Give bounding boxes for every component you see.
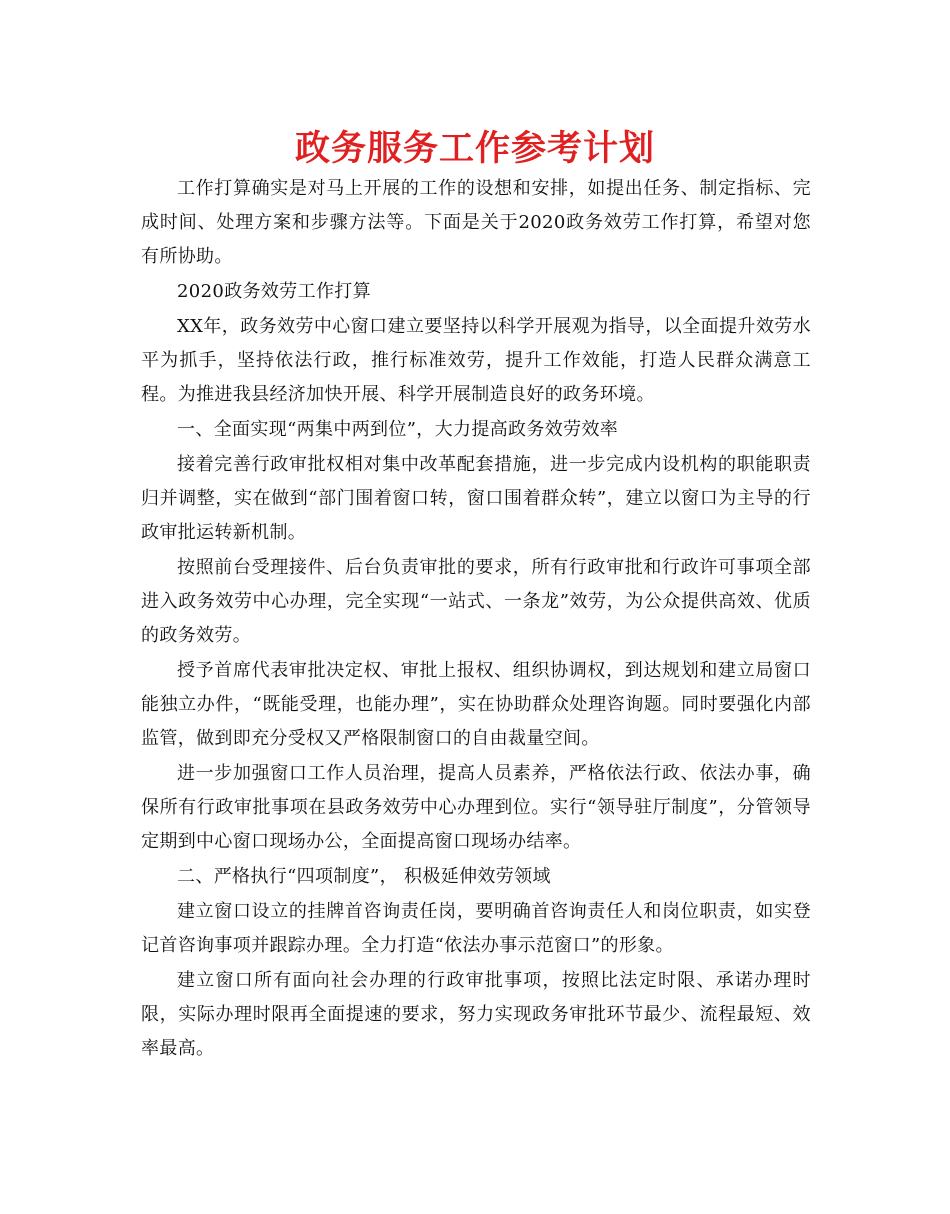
- document-title: 政务服务工作参考计划: [294, 129, 655, 169]
- section-heading-two: 二、严格执行“四项制度”， 积极延伸效劳领域: [177, 866, 551, 888]
- paragraph-one-stop: 按照前台受理接件、后台负责审批的要求，所有行政审批和行政许可事项全部进入政务效劳中心办理，完全实现“一站式、一条龙”效劳，为公众提供高效、优质的政务效劳。: [141, 556, 811, 647]
- paragraph-intro: 工作打算确实是对马上开展的工作的设想和安排，如提出任务、制定指标、完成时间、处理方案和步骤方法等。下面是关于2020政务效劳工作打算，希望对您有所协助。: [141, 178, 811, 268]
- section-heading-one: 一、全面实现“两集中两到位”，大力提高政务效劳效率: [177, 418, 619, 440]
- paragraph-first-inquiry: 建立窗口设立的挂牌首咨询责任岗，要明确首咨询责任人和岗位职责，如实登记首咨询事项并跟踪办理。全力打造“依法办事示范窗口”的形象。: [141, 900, 811, 956]
- document-body: [141, 172, 811, 1067]
- paragraph-overview: XX年，政务效劳中心窗口建立要坚持以科学开展观为指导，以全面提升效劳水平为抓手，坚持依法行政，推行标准效劳，提升工作效能，打造人民群众满意工程。为推进我县经济加快开展、科学开展制造良好的政务环境。: [141, 315, 811, 406]
- paragraph-reform: 接着完善行政审批权相对集中改革配套措施，进一步完成内设机构的职能职责归并调整，实在做到“部门围着窗口转，窗口围着群众转”，建立以窗口为主导的行政审批运转新机制。: [141, 453, 811, 544]
- paragraph-staff: 进一步加强窗口工作人员治理，提高人员素养，严格依法行政、依法办事，确保所有行政审批事项在县政务效劳中心办理到位。实行“领导驻厅制度”，分管领导定期到中心窗口现场办公，全面提高窗口现场办结率。: [141, 762, 811, 853]
- paragraph-heading-plan: 2020政务效劳工作打算: [177, 281, 372, 303]
- paragraph-authority: 授予首席代表审批决定权、审批上报权、组织协调权，到达规划和建立局窗口能独立办件，“既能受理，也能办理”，实在协助群众处理咨询题。同时要强化内部监管，做到即充分受权又严格限制窗口的自由裁量空间。: [141, 659, 811, 750]
- paragraph-time-limit: 建立窗口所有面向社会办理的行政审批事项，按照比法定时限、承诺办理时限，实际办理时限再全面提速的要求，努力实现政务审批环节最少、流程最短、效率最高。: [141, 969, 811, 1060]
